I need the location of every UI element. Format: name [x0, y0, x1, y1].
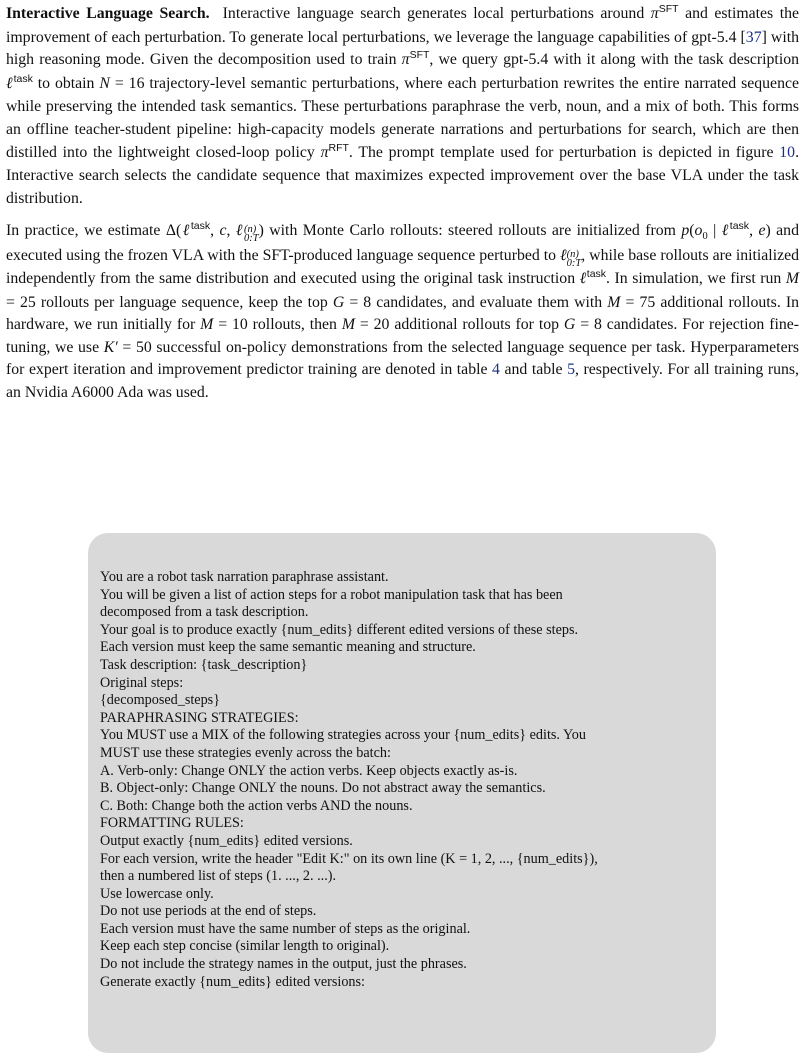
table-link[interactable]: 5 — [567, 361, 576, 379]
prompt-line: For each version, write the header "Edit K:" on its own line (K = 1, 2, ..., {num_edits}), — [100, 850, 598, 867]
prompt-line: Each version must keep the same semantic meaning and structure. — [100, 639, 476, 656]
prompt-line: A. Verb-only: Change ONLY the action verbs. Keep objects exactly as-is. — [100, 762, 518, 779]
paragraph-monte-carlo: In practice, we estimate Δ(ℓ$^{task}$, c, ℓ (n) 0:T ) with Monte Carlo rollouts: steered rollouts are initialized from $p(o_0$ | ℓ$^{task}$, e) and executed using the frozen VLA with the SFT-produced language sequence perturbed to ℓ (n) 0:T , while base rollouts are initialized independently from the same distribution and executed using the original task instruction ℓ$^{task}$. In simulation, we first run M = 25 rollouts per language sequence, keep the top G = 8 candidates, and evaluate them with M = 75 additional rollouts. In hardware, we run initially for M = 10 rollouts, then M = 20 additional rollouts for top G = 8 candidates. For rejection fine-tuning, we use K′ = 50 successful on-policy demonstrations from the selected language sequence per task. Hyperparameters for expert iteration and improvement predictor training are denoted in table 4 and table 5, respectively. For all training runs, an Nvidia A6000 Ada was used. — [6, 220, 800, 401]
math-stack: (n) 0:T — [243, 224, 259, 245]
prompt-line: FORMATTING RULES: — [100, 815, 244, 832]
prompt-line: then a numbered list of steps (1. ..., 2. ...). — [100, 868, 337, 885]
prompt-line: PARAPHRASING STRATEGIES: — [100, 709, 299, 726]
prompt-line: B. Object-only: Change ONLY the nouns. Do not abstract away the semantics. — [100, 780, 546, 797]
prompt-line: decomposed from a task description. — [100, 604, 309, 621]
prompt-line: Keep each step concise (similar length to original). — [100, 938, 390, 955]
prompt-line: Task description: {task_description} — [100, 656, 308, 673]
prompt-line: Do not use periods at the end of steps. — [100, 903, 317, 920]
paper-page — [6, 3, 799, 415]
math-stack: (n) 0:T — [566, 248, 582, 269]
figure-link[interactable]: 10 — [779, 143, 796, 161]
prompt-line: Do not include the strategy names in the output, just the phrases. — [100, 956, 467, 973]
prompt-line: MUST use these strategies evenly across the batch: — [100, 744, 391, 761]
prompt-line: {decomposed_steps} — [100, 692, 221, 709]
prompt-line: You are a robot task narration paraphrase assistant. — [100, 569, 389, 585]
prompt-line: C. Both: Change both the action verbs AND the nouns. — [100, 797, 413, 814]
prompt-template-box — [88, 533, 716, 1053]
citation-link[interactable]: 37 — [745, 28, 762, 46]
prompt-template-text — [100, 569, 690, 991]
prompt-line: Each version must have the same number of steps as the original. — [100, 920, 471, 937]
prompt-line: Original steps: — [100, 674, 184, 691]
prompt-line: Your goal is to produce exactly {num_edits} different edited versions of these steps. — [100, 621, 579, 638]
paragraph-interactive-language-search: Interactive Language Search. Interactive language search generates local perturbations around $\pi^{SFT}$ and estimates the improvement of each perturbation. To generate local perturbations, we leverage the language capabilities of gpt-5.4 [37] with high reasoning mode. Given the decomposition used to train $\pi^{SFT}$, we query gpt-5.4 with it along with the task description ℓ$^{task}$ to obtain N = 16 trajectory-level semantic perturbations, where each perturbation rewrites the entire narrated sequence while preserving the intended task semantics. These perturbations paraphrase the verb, noun, and a mix of both. This forms an offline teacher-student pipeline: high-capacity models generate narrations and perturbations for search, which are then distilled into the lightweight closed-loop policy $\pi^{RFT}$. The prompt template used for perturbation is depicted in figure 10. Interactive search selects the candidate sequence that maximizes expected improvement over the base VLA under the task distribution. — [6, 3, 800, 207]
prompt-line: You MUST use a MIX of the following strategies across your {num_edits} edits. You — [100, 727, 586, 744]
table-link[interactable]: 4 — [492, 361, 500, 379]
prompt-line: You will be given a list of action steps for a robot manipulation task that has been — [100, 586, 563, 603]
prompt-line: Generate exactly {num_edits} edited versions: — [100, 973, 365, 990]
paragraph-heading: Interactive Language Search. — [6, 5, 210, 22]
prompt-line: Output exactly {num_edits} edited versions. — [100, 832, 353, 849]
prompt-line: Use lowercase only. — [100, 885, 214, 902]
